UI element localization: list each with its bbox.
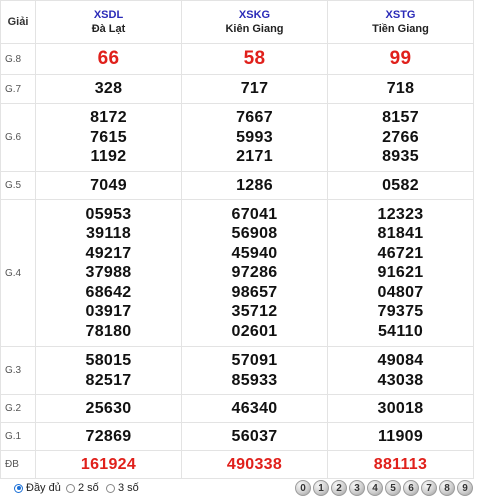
digit-ball[interactable]: 7 bbox=[421, 480, 437, 496]
prize-row bbox=[1, 200, 474, 347]
prize-number: 02601 bbox=[231, 322, 278, 340]
digit-ball[interactable]: 8 bbox=[439, 480, 455, 496]
radio-3-digits[interactable] bbox=[106, 484, 115, 493]
prize-number: 97286 bbox=[231, 264, 278, 282]
prize-number: 12323 bbox=[377, 205, 424, 223]
option-3-digits-label: 3 số bbox=[118, 482, 139, 494]
giai-header: Giải bbox=[1, 1, 36, 44]
prize-cell bbox=[182, 451, 328, 479]
prize-number: 7615 bbox=[90, 128, 127, 146]
prize-number: 57091 bbox=[231, 352, 278, 369]
prize-cell bbox=[182, 200, 328, 347]
prize-cell bbox=[182, 104, 328, 172]
prize-row bbox=[1, 44, 474, 75]
prize-number: 2171 bbox=[236, 148, 273, 166]
prize-cell bbox=[36, 347, 182, 395]
prize-number: 67041 bbox=[231, 205, 278, 223]
option-full[interactable] bbox=[14, 482, 61, 494]
prize-cell bbox=[182, 395, 328, 423]
prize-number: 56037 bbox=[231, 427, 278, 445]
province-header-tiengiang[interactable] bbox=[328, 1, 474, 44]
prize-label: G.2 bbox=[1, 395, 36, 423]
prize-label: G.8 bbox=[1, 44, 36, 75]
prize-cell bbox=[182, 423, 328, 451]
prize-number: 37988 bbox=[85, 264, 132, 282]
prize-number: 85933 bbox=[231, 371, 278, 389]
prize-number: 8157 bbox=[382, 109, 419, 127]
prize-cell bbox=[328, 395, 474, 423]
prize-cell bbox=[328, 451, 474, 479]
prize-label: G.5 bbox=[1, 172, 36, 200]
prize-cell bbox=[36, 200, 182, 347]
province-header-dalat[interactable] bbox=[36, 1, 182, 44]
prize-cell bbox=[36, 172, 182, 200]
prize-number: 68642 bbox=[85, 283, 132, 301]
prize-number: 78180 bbox=[85, 322, 132, 340]
prize-number: 5993 bbox=[236, 128, 273, 146]
prize-number: 0582 bbox=[382, 176, 419, 194]
prize-label: G.3 bbox=[1, 347, 36, 395]
province-name: Kiên Giang bbox=[225, 23, 284, 35]
prize-number: 2766 bbox=[382, 128, 419, 146]
prize-number: 03917 bbox=[85, 303, 132, 321]
prize-row bbox=[1, 172, 474, 200]
prize-number: 91621 bbox=[377, 264, 424, 282]
option-full-label: Đầy đủ bbox=[26, 482, 61, 494]
prize-number: 25630 bbox=[85, 399, 132, 417]
prize-number: 04807 bbox=[377, 283, 424, 301]
prize-row bbox=[1, 451, 474, 479]
display-options-bar bbox=[0, 478, 477, 500]
prize-number: 58015 bbox=[85, 352, 132, 369]
prize-number: 49084 bbox=[377, 352, 424, 369]
province-header-kiengiang[interactable] bbox=[182, 1, 328, 44]
digit-ball[interactable]: 2 bbox=[331, 480, 347, 496]
prize-cell bbox=[328, 423, 474, 451]
prize-cell bbox=[182, 75, 328, 104]
digit-ball[interactable]: 1 bbox=[313, 480, 329, 496]
prize-number: 881113 bbox=[373, 455, 428, 473]
prize-cell bbox=[36, 395, 182, 423]
prize-number: 46340 bbox=[231, 399, 278, 417]
prize-number: 718 bbox=[386, 80, 415, 98]
digit-ball[interactable]: 4 bbox=[367, 480, 383, 496]
prize-number: 54110 bbox=[377, 322, 424, 340]
prize-row bbox=[1, 423, 474, 451]
province-code[interactable]: XSTG bbox=[385, 9, 416, 21]
prize-number: 45940 bbox=[231, 244, 278, 262]
prize-label: G.6 bbox=[1, 104, 36, 172]
prize-number: 49217 bbox=[85, 244, 132, 262]
prize-label: G.1 bbox=[1, 423, 36, 451]
prize-number: 98657 bbox=[231, 283, 278, 301]
prize-number: 7049 bbox=[90, 176, 127, 194]
prize-number: 82517 bbox=[85, 371, 132, 389]
prize-number: 58 bbox=[243, 48, 266, 70]
prize-cell bbox=[36, 451, 182, 479]
prize-cell bbox=[182, 347, 328, 395]
prize-row bbox=[1, 395, 474, 423]
prize-number: 30018 bbox=[377, 399, 424, 417]
prize-number: 490338 bbox=[226, 455, 283, 473]
province-code[interactable]: XSDL bbox=[93, 9, 124, 21]
option-2-digits[interactable] bbox=[66, 482, 99, 494]
prize-number: 8935 bbox=[382, 148, 419, 166]
prize-number: 81841 bbox=[377, 225, 424, 243]
digit-ball[interactable]: 5 bbox=[385, 480, 401, 496]
prize-number: 79375 bbox=[377, 303, 424, 321]
prize-number: 39118 bbox=[85, 225, 132, 243]
prize-number: 161924 bbox=[80, 455, 137, 473]
prize-row bbox=[1, 75, 474, 104]
prize-cell bbox=[328, 200, 474, 347]
radio-2-digits[interactable] bbox=[66, 484, 75, 493]
prize-label: ĐB bbox=[1, 451, 36, 479]
prize-label: G.7 bbox=[1, 75, 36, 104]
prize-number: 46721 bbox=[377, 244, 424, 262]
prize-number: 43038 bbox=[377, 371, 424, 389]
prize-number: 99 bbox=[389, 48, 412, 70]
prize-cell bbox=[328, 75, 474, 104]
province-code[interactable]: XSKG bbox=[238, 9, 271, 21]
prize-cell bbox=[328, 172, 474, 200]
prize-label: G.4 bbox=[1, 200, 36, 347]
province-name: Tiền Giang bbox=[372, 23, 429, 35]
digit-filter bbox=[295, 480, 473, 496]
radio-full[interactable] bbox=[14, 484, 23, 493]
prize-cell bbox=[36, 423, 182, 451]
prize-number: 1192 bbox=[90, 148, 127, 166]
prize-cell bbox=[182, 44, 328, 75]
prize-number: 35712 bbox=[231, 303, 278, 321]
prize-cell bbox=[328, 44, 474, 75]
prize-number: 328 bbox=[94, 80, 123, 98]
digit-ball[interactable]: 3 bbox=[349, 480, 365, 496]
prize-cell bbox=[328, 347, 474, 395]
digit-ball[interactable]: 6 bbox=[403, 480, 419, 496]
digit-ball[interactable]: 0 bbox=[295, 480, 311, 496]
prize-number: 11909 bbox=[377, 427, 424, 445]
prize-number: 72869 bbox=[85, 427, 132, 445]
prize-cell bbox=[182, 172, 328, 200]
header-row bbox=[1, 1, 474, 44]
prize-number: 7667 bbox=[236, 109, 273, 127]
prize-number: 717 bbox=[240, 80, 269, 98]
prize-row bbox=[1, 104, 474, 172]
prize-cell bbox=[36, 75, 182, 104]
digit-ball[interactable]: 9 bbox=[457, 480, 473, 496]
prize-number: 66 bbox=[97, 48, 120, 70]
prize-number: 56908 bbox=[231, 225, 278, 243]
prize-cell bbox=[36, 104, 182, 172]
prize-number: 05953 bbox=[85, 205, 132, 223]
province-name: Đà Lạt bbox=[91, 23, 126, 35]
prize-cell bbox=[328, 104, 474, 172]
option-3-digits[interactable] bbox=[106, 482, 139, 494]
prize-number: 1286 bbox=[236, 176, 273, 194]
prize-row bbox=[1, 347, 474, 395]
prize-number: 8172 bbox=[90, 109, 127, 127]
prize-cell bbox=[36, 44, 182, 75]
option-2-digits-label: 2 số bbox=[78, 482, 99, 494]
